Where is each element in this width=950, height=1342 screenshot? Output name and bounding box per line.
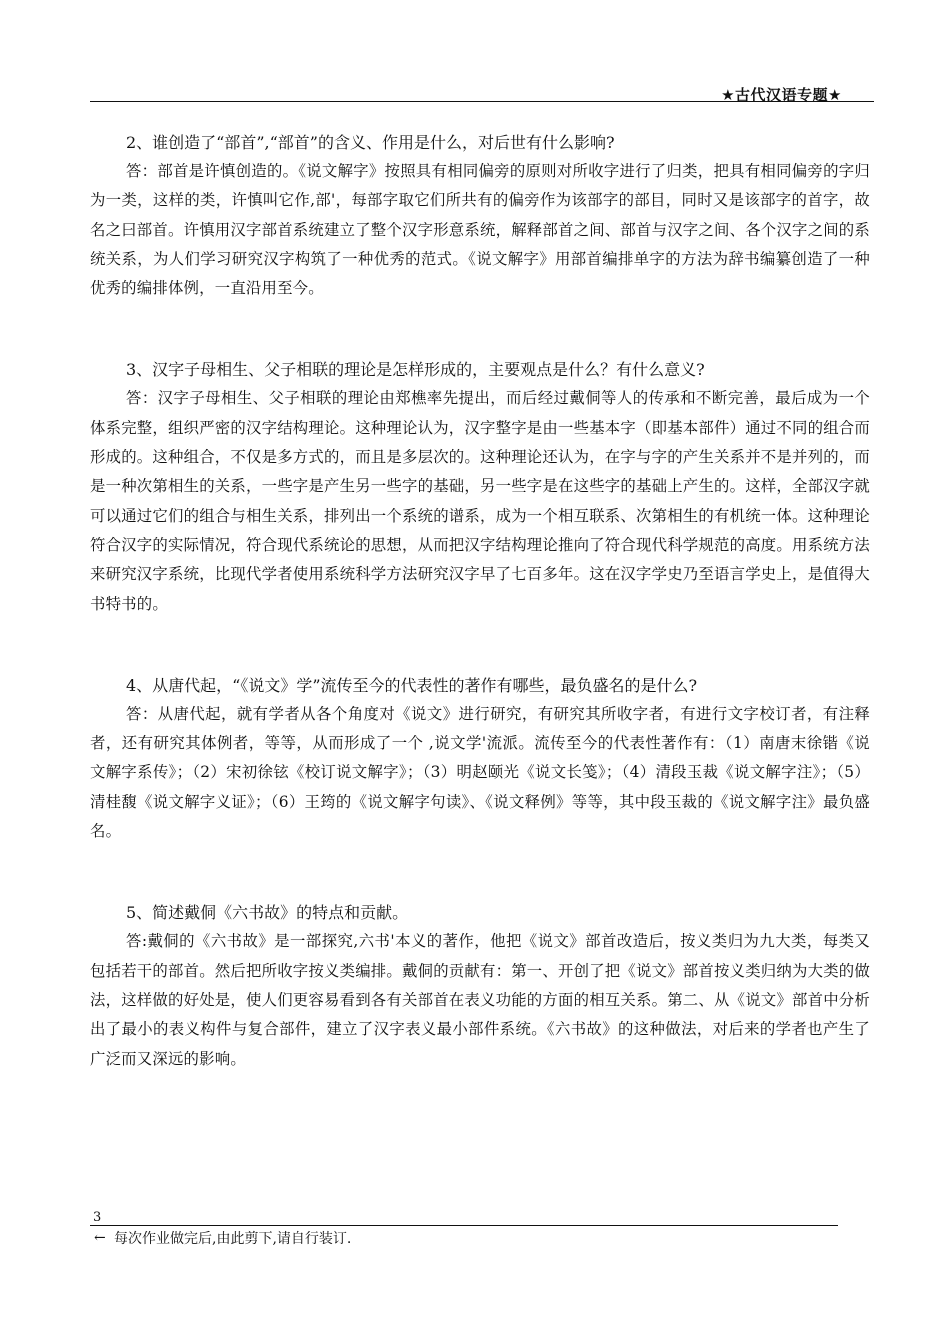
answer-text: 答：部首是许慎创造的。《说文解字》按照具有相同偏旁的原则对所收字进行了归类，把具有相同偏旁的字归为一类，这样的类，许慎叫它作,部'，每部字取它们所共有的偏旁作为该部字的部目，同时又是该部字的首字，故名之曰部首。许慎用汉字部首系统建立了整个汉字形意系统，解释部首之间、部首与汉字之间、各个汉字之间的系统关系，为人们学习研究汉字构筑了一种优秀的范式。《说文解字》用部首编排单字的方法为辞书编纂创造了一种优秀的编排体例，一直沿用至今。 <box>90 162 870 298</box>
answer-text: 答：从唐代起，就有学者从各个角度对《说文》进行研究，有研究其所收字者，有进行文字校订者，有注释者，还有研究其体例者，等等，从而形成了一个 ,说文学'流派。流传至今的代表性著作有：（1）南唐末徐锴《说文解字系传》；（2）宋初徐铉《校订说文解字》；（3）明赵颐光《说文长笺》；（4）清段玉裁《说文解字注》；（5）清桂馥《说文解字义证》；（6）王筠的《说文解字句读》、《说文释例》等等，其中段玉裁的《说文解字注》最负盛名。 <box>90 704 870 841</box>
answer-text: 答:戴侗的《六书故》是一部探究,六书'本义的著作，他把《说文》部首改造后，按义类归为九大类，每类又包括若干的部首。然后把所收字按义类编排。戴侗的贡献有：第一、开创了把《说文》部首按义类归纳为大类的做法，这样做的好处是，使人们更容易看到各有关部首在表义功能的方面的相互关系。第二、从《说文》部首中分析出了最小的表义构件与复合部件，建立了汉字表义最小部件系统。《六书故》的这种做法，对后来的学者也产生了广泛而又深远的影响。 <box>90 932 870 1068</box>
header-divider <box>90 101 874 102</box>
footer-note-text: 每次作业做完后,由此剪下,请自行装订. <box>114 1231 352 1247</box>
answer-text: 答：汉字子母相生、父子相联的理论由郑樵率先提出，而后经过戴侗等人的传承和不断完善，最后成为一个体系完整，组织严密的汉字结构理论。这种理论认为，汉字整字是由一些基本字（即基本部件）通过不同的组合而形成的。这种组合，不仅是多方式的，而且是多层次的。这种理论还认为，在字与字的产生关系并不是并列的，而是一种次第相生的关系，一些字是产生另一些字的基础，另一些字是在这些字的基础上产生的。这样，全部汉字就可以通过它们的组合与相生关系，排列出一个系统的谱系，成为一个相互联系、次第相生的有机统一体。这种理论符合汉字的实际情况，符合现代系统论的思想，从而把汉字结构理论推向了符合现代科学规范的高度。用系统方法来研究汉字系统，比现代学者使用系统科学方法研究汉字早了七百多年。这在汉字学史乃至语言学史上，是值得大书特书的。 <box>90 389 870 613</box>
question-section-4 <box>90 671 870 846</box>
footer-note <box>94 1228 351 1248</box>
question-section-2 <box>90 128 870 303</box>
question-section-5 <box>90 898 870 1073</box>
question-text: 4、从唐代起，“《说文》学”流传至今的代表性的著作有哪些，最负盛名的是什么? <box>126 675 698 695</box>
page-number: 3 <box>93 1210 102 1225</box>
question-text: 3、汉字子母相生、父子相联的理论是怎样形成的，主要观点是什么？有什么意义? <box>126 360 705 380</box>
question-section-3 <box>90 355 870 618</box>
arrow-left-icon: ← <box>94 1230 106 1246</box>
cut-line <box>90 1225 838 1226</box>
document-body <box>90 128 870 1126</box>
header-title: ★古代汉语专题★ <box>721 86 842 104</box>
question-text: 2、谁创造了“部首”,“部首”的含义、作用是什么，对后世有什么影响? <box>126 133 615 152</box>
question-text: 5、简述戴侗《六书故》的特点和贡献。 <box>126 903 409 923</box>
